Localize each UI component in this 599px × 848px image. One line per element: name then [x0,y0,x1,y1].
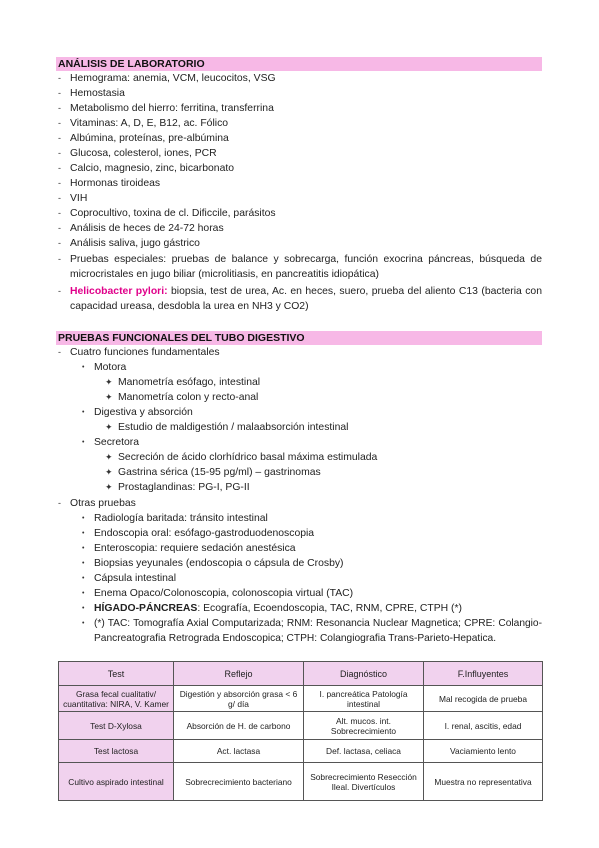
list-item: Enema Opaco/Colonoscopia, colonoscopia virtual (TAC) [94,588,354,599]
dot-bullet: • [82,439,85,446]
list-item-especiales: Pruebas especiales: pruebas de balance y sobrecarga, función exocrina páncreas, búsqueda de microcristales en jugo biliar (microlitiasis, en pancreatitis idiopática) [70,254,542,280]
diamond-bullet: ✦ [105,467,113,477]
table-cell: Mal recogida de prueba [424,686,543,712]
table-cell: I. pancreática Patología intestinal [304,686,424,712]
list-item: Secretora [94,437,140,448]
list-item: Albúmina, proteínas, pre-albúmina [70,133,229,144]
dot-bullet: • [82,590,85,597]
dot-bullet: • [82,545,85,552]
dot-bullet: • [82,409,85,416]
diamond-bullet: ✦ [105,422,113,432]
table-header: Test [59,662,174,686]
higado-pancreas-label: HÍGADO-PÁNCREAS [94,603,198,614]
table-cell: Act. lactasa [174,740,304,763]
table-cell: Sobrecrecimiento bacteriano [174,763,304,801]
list-item: Coprocultivo, toxina de cl. Dificcile, parásitos [70,208,276,219]
list-item: Metabolismo del hierro: ferritina, transferrina [70,103,274,114]
dash-bullet: - [58,118,61,128]
list-item: Estudio de maldigestión / malaabsorción intestinal [118,422,349,433]
list-item: Cuatro funciones fundamentales [70,347,220,358]
list-item: Motora [94,362,127,373]
dot-bullet: • [82,575,85,582]
table-row [59,712,543,740]
dash-bullet: - [58,178,61,188]
list-item: Gastrina sérica (15-95 pg/ml) – gastrinomas [118,467,321,478]
list-item: Prostaglandinas: PG-I, PG-II [118,482,250,493]
dot-bullet: • [82,515,85,522]
helicobacter-text: biopsia, test de urea, Ac. en heces, suero, prueba del aliento C13 (bacteria con capacidad ureasa, desdobla la urea en NH3 y CO2) [70,286,542,312]
table-cell: Vaciamiento lento [424,740,543,763]
table-header: Reflejo [174,662,304,686]
dash-bullet: - [58,73,61,83]
dash-bullet: - [58,347,61,357]
dot-bullet: • [82,620,85,627]
dash-bullet: - [58,498,61,508]
list-item: Enteroscopia: requiere sedación anestésica [94,543,296,554]
pruebas-table [58,661,543,801]
table-cell: Absorción de H. de carbono [174,712,304,740]
dot-bullet: • [82,530,85,537]
table-cell: Sobrecrecimiento Resección Ileal. Divertículos [304,763,424,801]
diamond-bullet: ✦ [105,377,113,387]
table-cell: Grasa fecal cualitativ/ cuantitativa: NIRA, V. Kamer [59,686,174,712]
table-cell: Muestra no representativa [424,763,543,801]
dash-bullet: - [58,103,61,113]
list-item: Manometría esófago, intestinal [118,377,261,388]
dash-bullet: - [58,286,61,296]
table-cell: Test lactosa [59,740,174,763]
list-item: Hormonas tiroideas [70,178,161,189]
table-cell: Test D-Xylosa [59,712,174,740]
table-cell: Def. lactasa, celiaca [304,740,424,763]
helicobacter-label: Helicobacter pylori: [70,286,168,297]
table-row [59,763,543,801]
list-item: Otras pruebas [70,498,136,509]
table-header: Diagnóstico [304,662,424,686]
list-item: VIH [70,193,88,204]
dash-bullet: - [58,148,61,158]
footnote-abbreviations: (*) TAC: Tomografía Axial Computarizada; RNM: Resonancia Nuclear Magnetica; CPRE: Colangio-Pancreatografia Retrograda Endoscopica; CTPH: Colangiografia Trans-Parieto-Hepatica. [94,618,542,644]
list-item: Endoscopia oral: esófago-gastroduodenoscopia [94,528,315,539]
dot-bullet: • [82,364,85,371]
list-item: Análisis de heces de 24-72 horas [70,223,224,234]
dash-bullet: - [58,208,61,218]
list-item: Calcio, magnesio, zinc, bicarbonato [70,163,235,174]
table-cell: Digestión y absorción grasa < 6 g/ día [174,686,304,712]
table-cell: I. renal, ascitis, edad [424,712,543,740]
list-item: Vitaminas: A, D, E, B12, ac. Fólico [70,118,229,129]
dash-bullet: - [58,133,61,143]
dot-bullet: • [82,605,85,612]
dash-bullet: - [58,254,61,264]
dash-bullet: - [58,88,61,98]
list-item: Manometría colon y recto-anal [118,392,259,403]
table-row [59,740,543,763]
list-item: Glucosa, colesterol, iones, PCR [70,148,217,159]
dash-bullet: - [58,163,61,173]
dot-bullet: • [82,560,85,567]
list-item: Radiología baritada: tránsito intestinal [94,513,268,524]
list-item: Secreción de ácido clorhídrico basal máxima estimulada [118,452,378,463]
table-header-row [59,662,543,686]
list-item-helicobacter [70,284,542,314]
list-item: Hemograma: anemia, VCM, leucocitos, VSG [70,73,276,84]
list-item: Cápsula intestinal [94,573,177,584]
table-row [59,686,543,712]
diamond-bullet: ✦ [105,482,113,492]
table-cell: Alt. mucos. int. Sobrecrecimiento [304,712,424,740]
list-item: Análisis saliva, jugo gástrico [70,238,200,249]
section-heading-laboratorio: ANÁLISIS DE LABORATORIO [56,57,542,71]
section-heading-pruebas-funcionales: PRUEBAS FUNCIONALES DEL TUBO DIGESTIVO [56,331,542,345]
list-item: Hemostasia [70,88,125,99]
list-item-higado-pancreas [94,601,462,616]
diamond-bullet: ✦ [105,392,113,402]
table-header: F.Influyentes [424,662,543,686]
list-item: Biopsias yeyunales (endoscopia o cápsula de Crosby) [94,558,344,569]
dash-bullet: - [58,223,61,233]
list-item: Digestiva y absorción [94,407,193,418]
dash-bullet: - [58,238,61,248]
higado-pancreas-text: : Ecografía, Ecoendoscopia, TAC, RNM, CPRE, CTPH (*) [197,603,463,614]
diamond-bullet: ✦ [105,452,113,462]
dash-bullet: - [58,193,61,203]
table-cell: Cultivo aspirado intestinal [59,763,174,801]
